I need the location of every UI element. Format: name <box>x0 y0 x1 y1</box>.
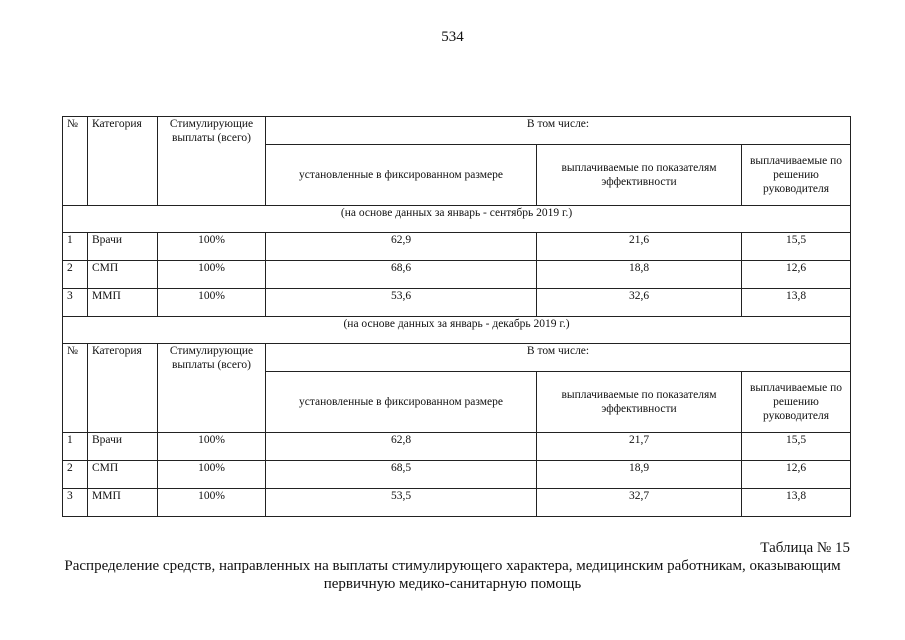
cell-manager: 13,8 <box>742 489 851 517</box>
cell-total: 100% <box>158 461 266 489</box>
cell-efficiency: 21,6 <box>537 233 742 261</box>
cell-fixed: 53,5 <box>266 489 537 517</box>
header-fixed: установленные в фиксированном размере <box>266 372 537 433</box>
header-num: № <box>63 117 88 206</box>
cell-total: 100% <box>158 433 266 461</box>
cell-efficiency: 18,9 <box>537 461 742 489</box>
cell-efficiency: 18,8 <box>537 261 742 289</box>
cell-manager: 13,8 <box>742 289 851 317</box>
cell-total: 100% <box>158 489 266 517</box>
cell-num: 1 <box>63 433 88 461</box>
table-row <box>63 433 851 461</box>
header-stimulating: Стимулирующие выплаты (всего) <box>158 344 266 433</box>
caption-line-2: первичную медико-санитарную помощь <box>323 576 582 592</box>
cell-fixed: 68,5 <box>266 461 537 489</box>
cell-category: СМП <box>88 461 158 489</box>
cell-total: 100% <box>158 233 266 261</box>
cell-manager: 12,6 <box>742 261 851 289</box>
period-row <box>63 206 851 233</box>
cell-efficiency: 21,7 <box>537 433 742 461</box>
cell-num: 3 <box>63 489 88 517</box>
cell-category: Врачи <box>88 233 158 261</box>
cell-num: 2 <box>63 461 88 489</box>
cell-total: 100% <box>158 289 266 317</box>
cell-efficiency: 32,6 <box>537 289 742 317</box>
header-category: Категория <box>88 344 158 433</box>
cell-category: СМП <box>88 261 158 289</box>
cell-efficiency: 32,7 <box>537 489 742 517</box>
table-row <box>63 233 851 261</box>
cell-manager: 15,5 <box>742 433 851 461</box>
cell-num: 3 <box>63 289 88 317</box>
header-manager: выплачиваемые по решению руководителя <box>742 145 851 206</box>
header-row <box>63 117 851 145</box>
table-label: Таблица № 15 <box>760 540 850 556</box>
header-manager: выплачиваемые по решению руководителя <box>742 372 851 433</box>
header-efficiency: выплачиваемые по показателям эффективности <box>537 372 742 433</box>
cell-manager: 15,5 <box>742 233 851 261</box>
cell-fixed: 68,6 <box>266 261 537 289</box>
cell-num: 1 <box>63 233 88 261</box>
cell-fixed: 62,9 <box>266 233 537 261</box>
cell-total: 100% <box>158 261 266 289</box>
header-num: № <box>63 344 88 433</box>
header-including: В том числе: <box>266 117 851 145</box>
table-row <box>63 289 851 317</box>
header-fixed: установленные в фиксированном размере <box>266 145 537 206</box>
header-including: В том числе: <box>266 344 851 372</box>
stimulating-payments-table <box>62 116 851 517</box>
period-row <box>63 317 851 344</box>
table-row <box>63 489 851 517</box>
header-stimulating: Стимулирующие выплаты (всего) <box>158 117 266 206</box>
period-label: (на основе данных за январь - декабрь 2019 г.) <box>63 317 851 344</box>
period-label: (на основе данных за январь - сентябрь 2019 г.) <box>63 206 851 233</box>
table-row <box>63 261 851 289</box>
cell-category: ММП <box>88 289 158 317</box>
header-category: Категория <box>88 117 158 206</box>
header-row <box>63 344 851 372</box>
cell-fixed: 62,8 <box>266 433 537 461</box>
header-efficiency: выплачиваемые по показателям эффективности <box>537 145 742 206</box>
cell-category: Врачи <box>88 433 158 461</box>
page-number: 534 <box>441 29 464 45</box>
table-row <box>63 461 851 489</box>
cell-num: 2 <box>63 261 88 289</box>
caption-line-1: Распределение средств, направленных на выплаты стимулирующего характера, медицинским работникам, оказывающим <box>64 558 841 574</box>
cell-fixed: 53,6 <box>266 289 537 317</box>
cell-manager: 12,6 <box>742 461 851 489</box>
cell-category: ММП <box>88 489 158 517</box>
